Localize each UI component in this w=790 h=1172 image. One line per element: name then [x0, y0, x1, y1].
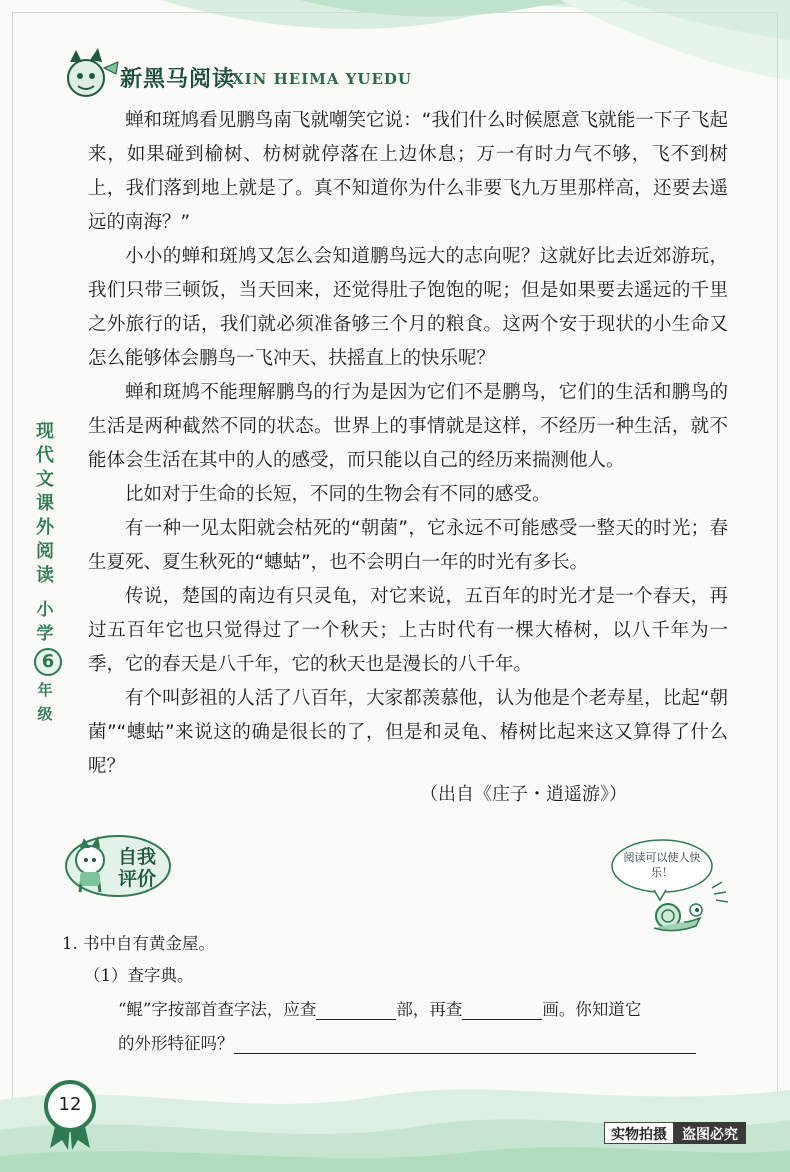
- article-paragraph: 蝉和斑鸠不能理解鹏鸟的行为是因为它们不是鹏鸟，它们的生活和鹏鸟的生活是两种截然不同的状态。世界上的事情就是这样，不经历一种生活，就不能体会生活在其中的人的感受，而只能以自己的经历来揣测他人。: [88, 382, 728, 471]
- level-char: 学: [36, 624, 54, 644]
- self-eval-line: 评价: [118, 868, 157, 890]
- grade-unit-char: 年: [37, 681, 53, 699]
- series-char: 读: [36, 565, 54, 586]
- watermark-stamp: [604, 1122, 746, 1144]
- side-series-label: [34, 420, 56, 726]
- series-char: 代: [36, 445, 54, 466]
- series-char: 文: [36, 469, 54, 490]
- stroke-count-answer-blank[interactable]: [462, 1001, 542, 1020]
- bottom-wave-decoration: [0, 1060, 790, 1172]
- series-char: 现: [36, 421, 54, 442]
- snail-mascot-icon: [604, 830, 734, 940]
- article-source: （出自《庄子・逍遥游》）: [420, 784, 627, 805]
- self-eval-title: [118, 846, 156, 890]
- article-paragraph: 有个叫彭祖的人活了八百年，大家都羡慕他，认为他是个老寿星，比起“朝菌”“蟪蛄”来说这的确是很长的了，但是和灵龟、椿树比起来这又算得了什么呢？: [88, 688, 728, 777]
- page-number: 12: [58, 1094, 82, 1115]
- article-paragraph: 蝉和斑鸠看见鹏鸟南飞就嘲笑它说：“我们什么时候愿意飞就能一下子飞起来，如果碰到榆树、枋树就停落在上边休息；万一有时力气不够，飞不到树上，我们落到地上就是了。真不知道你为什么非要飞九万里那样高，还要去遥远的南海？”: [88, 110, 728, 233]
- grade-number-badge: 6: [34, 648, 62, 676]
- level-char: 小: [36, 600, 54, 620]
- series-char: 外: [36, 517, 54, 538]
- question-text: 部，再查: [396, 1000, 463, 1019]
- stamp-right: 盗图必究: [674, 1122, 746, 1144]
- question-1-title: 1. 书中自有黄金屋。: [62, 934, 215, 953]
- mascot-speech-bubble: 阅读可以使人快乐！: [623, 851, 701, 879]
- radical-answer-blank[interactable]: [316, 1001, 396, 1020]
- article-body: [88, 104, 728, 784]
- series-char: 阅: [36, 541, 54, 562]
- article-paragraph: 比如对于生命的长短，不同的生物会有不同的感受。: [125, 484, 551, 505]
- article-paragraph: 有一种一见太阳就会枯死的“朝菌”，它永远不可能感受一整天的时光；春生夏死、夏生秋死的“蟪蛄”，也不会明白一年的时光有多长。: [88, 518, 728, 573]
- question-text: 的外形特征吗？: [118, 1034, 234, 1053]
- feature-answer-blank[interactable]: [234, 1035, 696, 1054]
- article-paragraph: 传说，楚国的南边有只灵龟，对它来说，五百年的时光才是一个春天，再过五百年它也只觉得过了一个秋天；上古时代有一棵大椿树，以八千年为一季，它的春天是八千年，它的秋天也是漫长的八千年。: [88, 586, 728, 675]
- grade-unit-char: 级: [37, 705, 53, 723]
- question-1-sub: （1）查字典。: [84, 966, 194, 985]
- question-text: 画。你知道它: [542, 1000, 642, 1019]
- article-paragraph: 小小的蝉和斑鸠又怎么会知道鹏鸟远大的志向呢？这就好比去近郊游玩，我们只带三顿饭，当天回来，还觉得肚子饱饱的呢；但是如果要去遥远的千里之外旅行的话，我们就必须准备够三个月的粮食。这两个安于现状的小生命又怎么能够体会鹏鸟一飞冲天、扶摇直上的快乐呢？: [88, 246, 728, 369]
- brand-title-en: XIN HEIMA YUEDU: [232, 70, 412, 88]
- question-1-line: [118, 1030, 696, 1054]
- horse-mascot-icon: [60, 48, 120, 100]
- brand-title-cn: 新黑马阅读: [120, 67, 236, 92]
- question-1-line: [118, 996, 641, 1020]
- question-text: “鲲”字按部首查字法，应查: [118, 1000, 317, 1019]
- stamp-left: 实物拍摄: [604, 1122, 674, 1144]
- self-eval-line: 自我: [118, 846, 157, 868]
- series-char: 课: [36, 493, 54, 514]
